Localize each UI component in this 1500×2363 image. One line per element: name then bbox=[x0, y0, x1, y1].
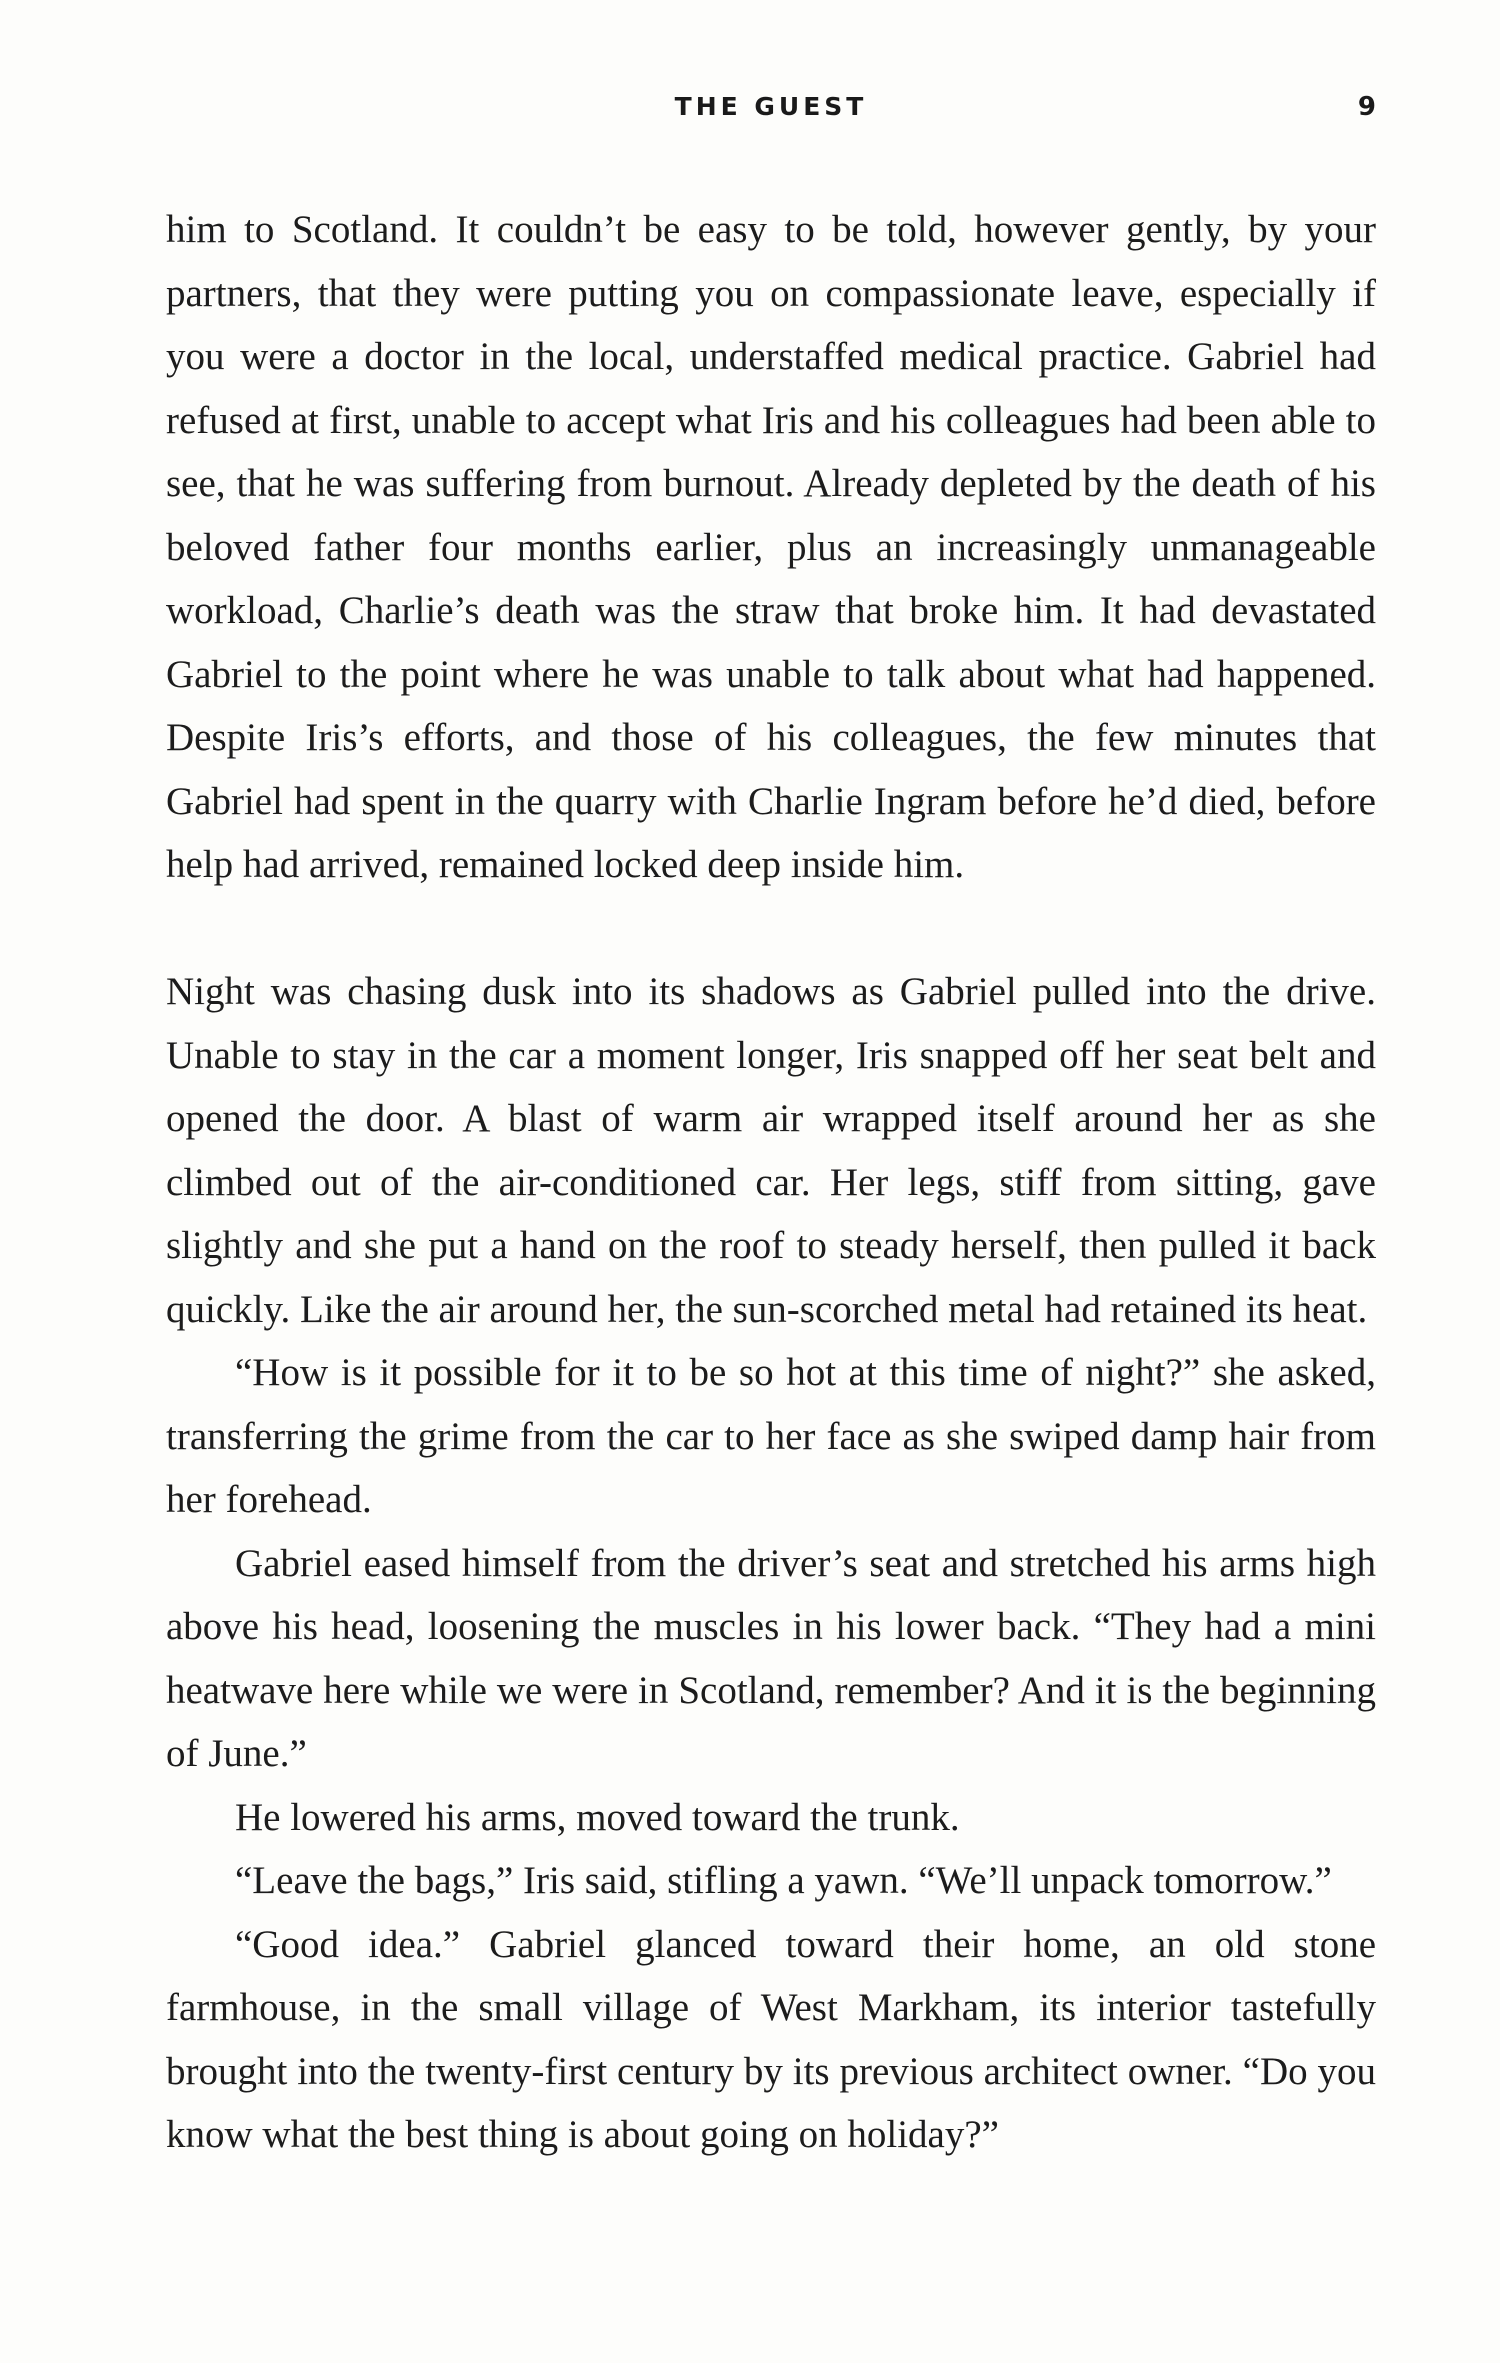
running-title: THE GUEST bbox=[674, 92, 868, 121]
paragraph-continued: him to Scotland. It couldn’t be easy to be told, however gently, by your partners, that they were putting you on compassionate leave, especially if you were a doctor in the local, understaffed medical practice. Gabriel had refused at first, unable to accept what Iris and his colleagues had been able to see, that he was suffering from burnout. Already depleted by the death of his beloved father four months earlier, plus an increasingly unmanageable workload, Charlie’s death was the straw that broke him. It had devastated Gabriel to the point where he was unable to talk about what had happened. Despite Iris’s efforts, and those of his colleagues, the few minutes that Gabriel had spent in the quarry with Charlie Ingram before he’d died, before help had arrived, remained locked deep inside him. bbox=[166, 208, 1376, 886]
paragraph: “How is it possible for it to be so hot at this time of night?” she asked, transferring the grime from the car to her face as she swiped damp hair from her forehead. bbox=[166, 1351, 1376, 1521]
page-number: 9 bbox=[1357, 92, 1376, 122]
body-text bbox=[166, 198, 1376, 2167]
running-head bbox=[166, 92, 1376, 132]
paragraph: He lowered his arms, moved toward the trunk. bbox=[235, 1795, 960, 1839]
paragraph: “Good idea.” Gabriel glanced toward their home, an old stone farmhouse, in the small village of West Markham, its interior tastefully brought into the twenty-first century by its previous architect owner. “Do you know what the best thing is about going on holiday?” bbox=[166, 1922, 1376, 2156]
section-break bbox=[166, 897, 1376, 961]
paragraph: Gabriel eased himself from the driver’s seat and stretched his arms high above his head, loosening the muscles in his lower back. “They had a mini heatwave here while we were in Scotland, remember? And it is the beginning of June.” bbox=[166, 1541, 1376, 1775]
paragraph-section-start: Night was chasing dusk into its shadows as Gabriel pulled into the drive. Unable to stay in the car a moment longer, Iris snapped off her seat belt and opened the door. A blast of warm air wrapped itself around her as she climbed out of the air-conditioned car. Her legs, stiff from sitting, gave slightly and she put a hand on the roof to steady herself, then pulled it back quickly. Like the air around her, the sun-scorched metal had retained its heat. bbox=[166, 970, 1376, 1331]
paragraph: “Leave the bags,” Iris said, stifling a yawn. “We’ll unpack tomorrow.” bbox=[235, 1859, 1332, 1902]
